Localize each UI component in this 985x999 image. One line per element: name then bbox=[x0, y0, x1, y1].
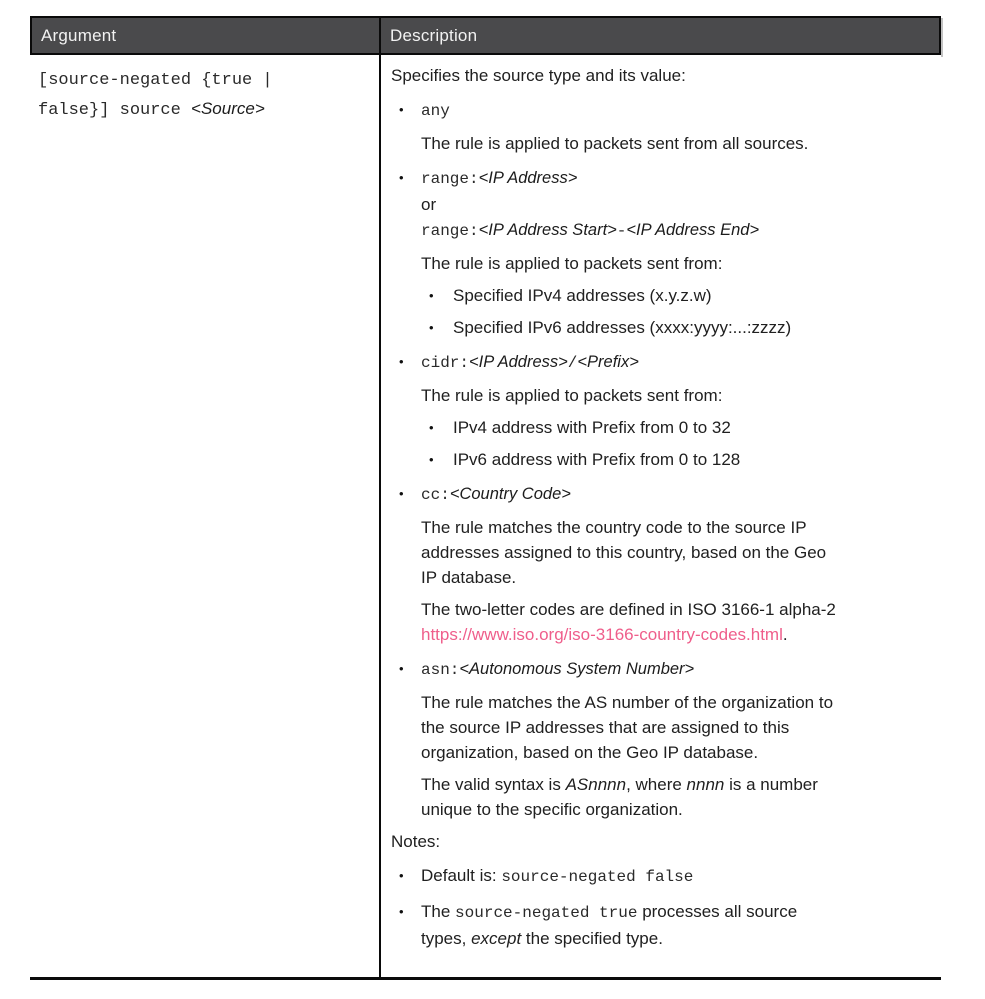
text-run-plain: addresses assigned to this country, based on the Geo bbox=[421, 543, 827, 562]
text-run-plain: The valid syntax is bbox=[421, 775, 566, 794]
paragraph bbox=[421, 515, 935, 590]
bullet-text bbox=[421, 481, 935, 508]
bullet-icon: • bbox=[399, 661, 404, 676]
text-run-code: source-negated true bbox=[455, 904, 638, 922]
bullet-text bbox=[453, 447, 935, 472]
text-run-plain: IPv4 address with Prefix from 0 to 32 bbox=[453, 418, 731, 437]
column-header-description: Description bbox=[390, 26, 478, 45]
bullet-icon: • bbox=[429, 288, 434, 303]
paragraph bbox=[421, 597, 935, 647]
text-run-plain: The rule is applied to packets sent from: bbox=[421, 254, 723, 273]
paragraph bbox=[421, 690, 935, 765]
iso-country-codes-link[interactable]: https://www.iso.org/iso-3166-country-codes.html bbox=[421, 625, 783, 644]
text-run-var: <Autonomous System Number> bbox=[459, 660, 695, 678]
text-run-plain: is a number bbox=[724, 775, 818, 794]
text-run-plain: the source IP addresses that are assigned to this bbox=[421, 718, 790, 737]
bullet-text bbox=[421, 97, 935, 124]
text-run-plain: unique to the specific organization. bbox=[421, 800, 683, 819]
text-run-code: any bbox=[421, 102, 450, 120]
text-run-plain: The rule is applied to packets sent from all sources. bbox=[421, 134, 809, 153]
text-run-plain: processes all source bbox=[637, 902, 798, 921]
text-run-italic: except bbox=[471, 929, 522, 948]
text-run-plain: The rule matches the country code to the source IP bbox=[421, 518, 807, 537]
bullet-text bbox=[453, 315, 935, 340]
text-run-code: cc: bbox=[421, 486, 450, 504]
paragraph bbox=[391, 829, 935, 854]
bullet-text bbox=[421, 165, 935, 244]
bullet-item bbox=[429, 315, 935, 340]
bullet-icon: • bbox=[399, 486, 404, 501]
text-run-plain: the specified type. bbox=[521, 929, 663, 948]
text-run-code: - bbox=[616, 222, 627, 240]
bullet-text bbox=[421, 899, 935, 951]
text-run-var: <IP Address Start> bbox=[478, 221, 617, 239]
text-run-plain: IP database. bbox=[421, 568, 517, 587]
text-run-plain: The two-letter codes are defined in ISO 3166-1 alpha-2 bbox=[421, 600, 836, 619]
bullet-text bbox=[421, 656, 935, 683]
text-run-plain: organization, based on the Geo IP database. bbox=[421, 743, 759, 762]
bullet-text bbox=[453, 415, 935, 440]
paragraph bbox=[421, 251, 935, 276]
text-run-plain: The bbox=[421, 902, 456, 921]
bullet-item bbox=[391, 165, 935, 244]
text-run-plain: Specified IPv4 addresses (x.y.z.w) bbox=[453, 286, 712, 305]
paragraph bbox=[421, 383, 935, 408]
argument-syntax bbox=[38, 65, 371, 125]
text-run-code: false}] source bbox=[38, 101, 192, 120]
text-run-plain: Default is: bbox=[421, 866, 502, 885]
text-run-italic: nnnn bbox=[686, 775, 725, 794]
bullet-icon: • bbox=[399, 354, 404, 369]
bullet-item bbox=[391, 97, 935, 124]
description-cell bbox=[381, 55, 941, 977]
text-run-plain: . bbox=[782, 625, 788, 644]
text-run-plain: Notes: bbox=[391, 832, 441, 851]
text-run-plain: Specified IPv6 addresses (xxxx:yyyy:...:zzzz) bbox=[453, 318, 792, 337]
text-run-code: [source-negated {true | bbox=[38, 71, 273, 90]
argument-cell bbox=[30, 55, 381, 977]
table-header-row bbox=[30, 16, 941, 55]
bullet-text bbox=[453, 283, 935, 308]
bullet-item bbox=[391, 656, 935, 683]
table-body-row bbox=[30, 55, 941, 980]
bullet-text bbox=[421, 863, 935, 890]
bullet-item bbox=[391, 481, 935, 508]
text-run-plain: The rule matches the AS number of the organization to bbox=[421, 693, 834, 712]
bullet-item bbox=[429, 447, 935, 472]
bullet-item bbox=[391, 349, 935, 376]
bullet-icon: • bbox=[399, 868, 404, 883]
argument-description-table bbox=[30, 16, 941, 980]
bullet-text bbox=[421, 349, 935, 376]
text-run-var: <IP Address> bbox=[478, 169, 578, 187]
bullet-icon: • bbox=[399, 102, 404, 117]
bullet-item bbox=[391, 899, 935, 951]
bullet-icon: • bbox=[429, 420, 434, 435]
bullet-icon: • bbox=[429, 452, 434, 467]
bullet-item bbox=[429, 283, 935, 308]
text-run-plain: or bbox=[421, 195, 437, 214]
text-run-code: range: bbox=[421, 222, 479, 240]
text-run-plain: The rule is applied to packets sent from: bbox=[421, 386, 723, 405]
text-run-var: <Prefix> bbox=[577, 353, 639, 371]
text-run-code: asn: bbox=[421, 661, 460, 679]
text-run-var: <IP Address> bbox=[469, 353, 568, 371]
text-run-plain: IPv6 address with Prefix from 0 to 128 bbox=[453, 450, 741, 469]
text-run-plain: types, bbox=[421, 929, 472, 948]
text-run-italic: ASnnnn bbox=[565, 775, 627, 794]
text-run-var: <Source> bbox=[191, 99, 265, 118]
text-run-code: source-negated false bbox=[501, 868, 694, 886]
text-run-plain: , where bbox=[626, 775, 687, 794]
bullet-item bbox=[391, 863, 935, 890]
column-header-argument: Argument bbox=[32, 18, 381, 53]
paragraph bbox=[421, 772, 935, 822]
text-run-code: range: bbox=[421, 170, 479, 188]
paragraph bbox=[391, 63, 935, 88]
bullet-item bbox=[429, 415, 935, 440]
bullet-icon: • bbox=[429, 320, 434, 335]
text-run-code: / bbox=[567, 354, 578, 372]
bullet-icon: • bbox=[399, 170, 404, 185]
text-run-plain: Specifies the source type and its value: bbox=[391, 66, 686, 85]
text-run-var: <Country Code> bbox=[449, 485, 571, 503]
paragraph bbox=[421, 131, 935, 156]
text-run-var: <IP Address End> bbox=[626, 221, 760, 239]
text-run-code: cidr: bbox=[421, 354, 470, 372]
bullet-icon: • bbox=[399, 904, 404, 919]
